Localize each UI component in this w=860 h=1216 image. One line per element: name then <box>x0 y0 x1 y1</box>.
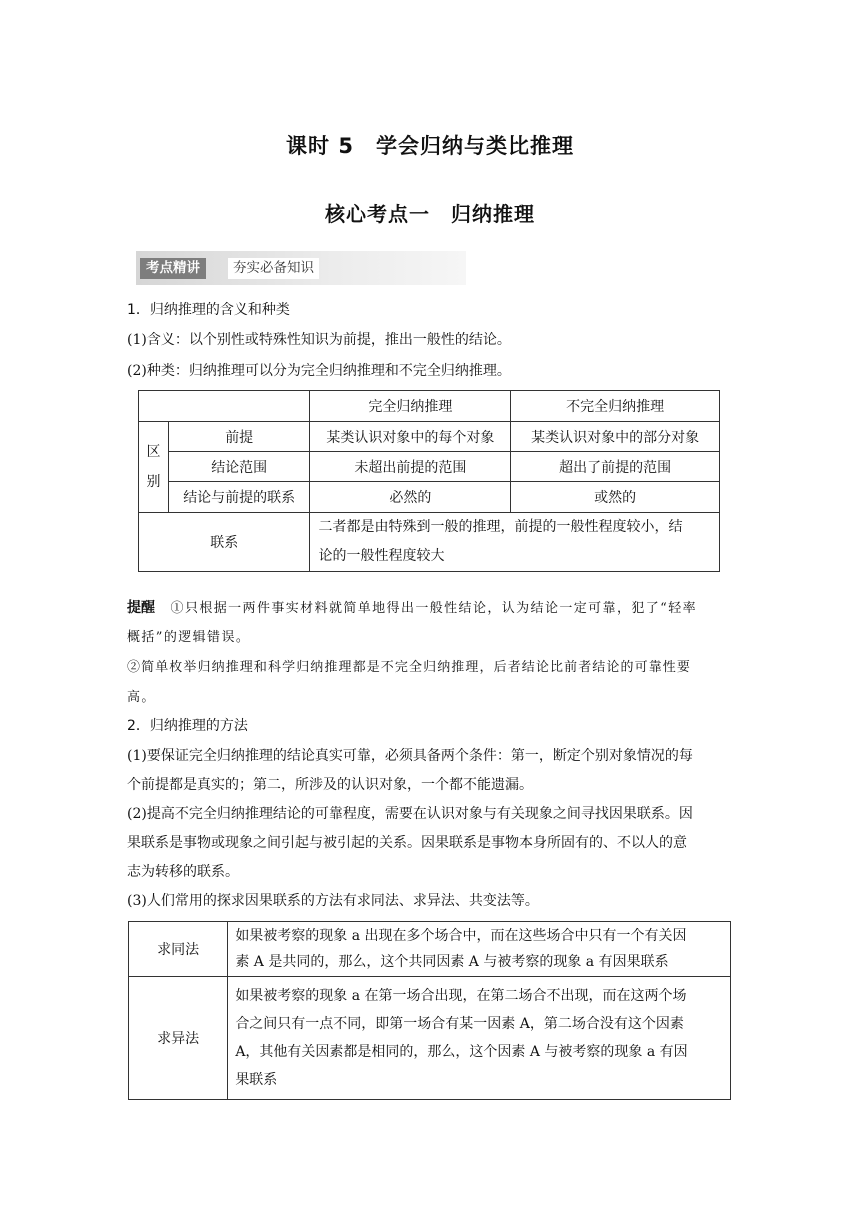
table-cell: 未超出前提的范围 <box>310 452 511 482</box>
section-title: 核心考点一 归纳推理 <box>325 202 535 226</box>
description-line: A，其他有关因素都是相同的，那么，这个因素 A 与被考察的现象 a 有因 <box>235 1044 688 1060</box>
paragraph-line: (3)人们常用的探求因果联系的方法有求同法、求异法、共变法等。 <box>127 893 539 909</box>
tip-label: 提醒 <box>127 600 155 616</box>
description-line: 果联系 <box>235 1072 278 1088</box>
paragraph-kinds: (2)种类：归纳推理可以分为完全归纳推理和不完全归纳推理。 <box>127 363 511 379</box>
tip-line: 概括”的逻辑错误。 <box>127 630 251 645</box>
table-row <box>139 513 720 572</box>
comparison-table <box>138 390 720 572</box>
table-row <box>139 422 720 452</box>
banner-tag: 考点精讲 <box>140 258 206 279</box>
banner-text: 夯实必备知识 <box>228 258 319 279</box>
table-cell: 或然的 <box>511 482 720 513</box>
tip-line: 高。 <box>127 690 156 705</box>
method-name: 求异法 <box>129 977 228 1100</box>
heading-2: 2．归纳推理的方法 <box>127 718 248 734</box>
table-row <box>139 452 720 482</box>
table-cell: 超出了前提的范围 <box>511 452 720 482</box>
paragraph-line: (2)提高不完全归纳推理结论的可靠程度，需要在认识对象与有关现象之间寻找因果联系。因 <box>127 806 693 822</box>
table-header-row <box>139 391 720 422</box>
section-banner <box>136 251 466 285</box>
table-header-incomplete: 不完全归纳推理 <box>511 391 720 422</box>
table-row-label: 结论与前提的联系 <box>168 482 310 513</box>
paragraph-line: 果联系是事物或现象之间引起与被引起的关系。因果联系是事物本身所固有的、不以人的意 <box>127 835 687 851</box>
table-row <box>139 482 720 513</box>
relation-line: 二者都是由特殊到一般的推理，前提的一般性程度较小，结 <box>318 519 683 535</box>
method-description <box>228 977 731 1100</box>
description-line: 如果被考察的现象 a 在第一场合出现，在第二场合不出现，而在这两个场 <box>235 988 687 1004</box>
paragraph-line: 志为转移的联系。 <box>127 864 239 880</box>
paragraph-line: (1)要保证完全归纳推理的结论真实可靠，必须具备两个条件：第一，断定个别对象情况的每 <box>127 748 693 764</box>
heading-1: 1．归纳推理的含义和种类 <box>127 302 290 318</box>
table-cell: 某类认识对象中的部分对象 <box>511 422 720 452</box>
table-row-label: 前提 <box>168 422 310 452</box>
description-line: 合之间只有一点不同，即第一场合有某一因素 A，第二场合没有这个因素 <box>235 1016 684 1032</box>
table-relation-label: 联系 <box>139 513 310 572</box>
description-line: 如果被考察的现象 a 出现在多个场合中，而在这些场合中只有一个有关因 <box>235 928 687 944</box>
page-title: 课时 5 学会归纳与类比推理 <box>286 134 574 158</box>
description-line: 素 A 是共同的，那么，这个共同因素 A 与被考察的现象 a 有因果联系 <box>235 954 669 970</box>
tip-line <box>127 598 697 619</box>
tip-line: ②简单枚举归纳推理和科学归纳推理都是不完全归纳推理，后者结论比前者结论的可靠性要 <box>127 660 692 675</box>
table-header-complete: 完全归纳推理 <box>310 391 511 422</box>
method-name: 求同法 <box>129 922 228 977</box>
method-description <box>228 922 731 977</box>
table-relation-text <box>310 513 720 572</box>
tip-text: ①只根据一两件事实材料就简单地得出一般性结论，认为结论一定可靠，犯了“轻率 <box>170 601 697 616</box>
method-table <box>128 921 731 1100</box>
table-diff-label: 区 别 <box>139 422 169 513</box>
table-cell: 必然的 <box>310 482 511 513</box>
table-row <box>129 977 731 1100</box>
paragraph-line: 个前提都是真实的；第二，所涉及的认识对象，一个都不能遗漏。 <box>127 777 533 793</box>
paragraph-meaning: (1)含义：以个别性或特殊性知识为前提，推出一般性的结论。 <box>127 332 511 348</box>
table-cell-empty <box>139 391 310 422</box>
relation-line: 论的一般性程度较大 <box>318 548 445 564</box>
table-cell: 某类认识对象中的每个对象 <box>310 422 511 452</box>
table-row <box>129 922 731 977</box>
table-row-label: 结论范围 <box>168 452 310 482</box>
